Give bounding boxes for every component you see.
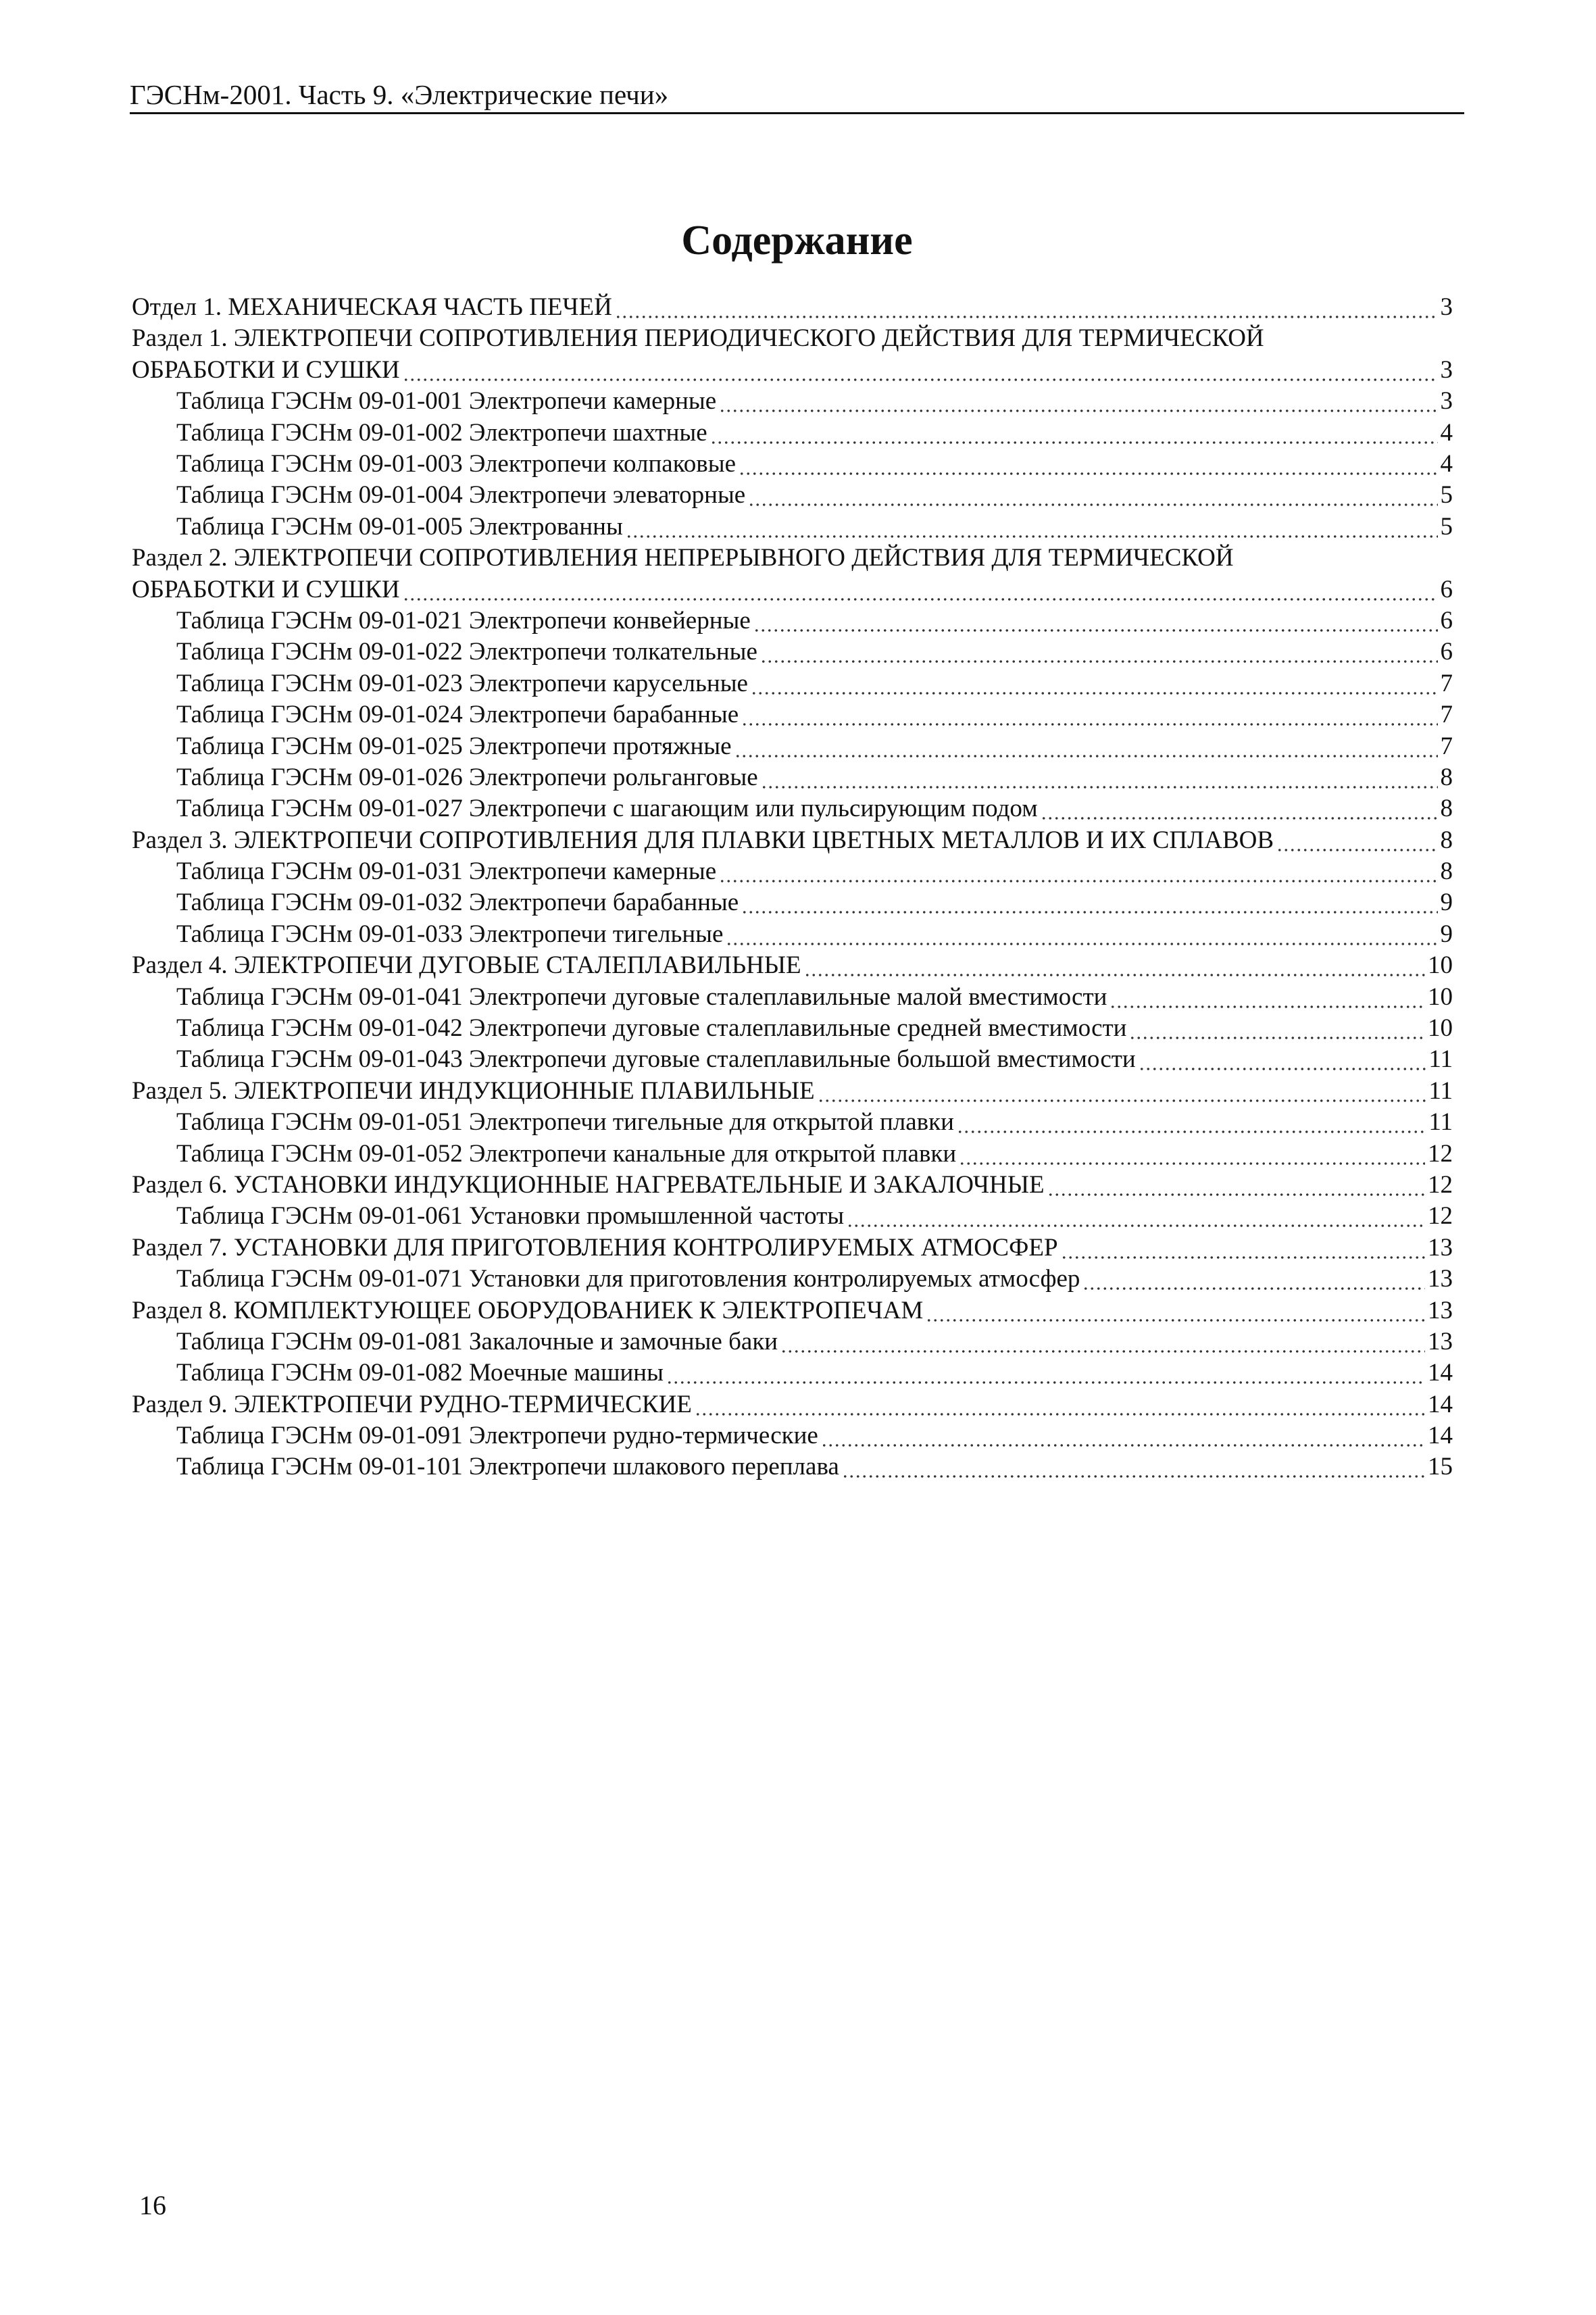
toc-table-entry[interactable] xyxy=(132,1044,1453,1075)
toc-table-entry[interactable] xyxy=(132,731,1453,762)
toc-entry-page: 11 xyxy=(1428,1076,1453,1105)
toc-entry-label: Таблица ГЭСНм 09-01-005 Электрованны xyxy=(176,512,623,541)
toc-entry-label: Таблица ГЭСНм 09-01-026 Электропечи рольганговые xyxy=(176,763,758,791)
toc-entry-label: Таблица ГЭСНм 09-01-052 Электропечи канальные для открытой плавки xyxy=(176,1139,957,1168)
dot-leader xyxy=(1139,1044,1426,1075)
dot-leader xyxy=(818,1076,1426,1107)
toc-table-entry[interactable] xyxy=(132,1451,1453,1483)
toc-table-entry[interactable] xyxy=(132,668,1453,699)
toc-entry-page: 15 xyxy=(1428,1453,1453,1481)
toc-entry-label-continued: ОБРАБОТКИ И СУШКИ xyxy=(132,575,400,603)
toc-entry-continuation xyxy=(132,355,1453,386)
toc-entry-page: 4 xyxy=(1440,449,1453,478)
dot-leader xyxy=(959,1139,1425,1170)
toc-entry-page: 8 xyxy=(1440,763,1453,791)
dot-leader xyxy=(1047,1170,1425,1201)
dot-leader xyxy=(761,762,1438,793)
dot-leader xyxy=(710,418,1438,449)
page-title: Содержание xyxy=(681,218,913,264)
toc-table-entry[interactable] xyxy=(132,1201,1453,1232)
toc-entry-page: 10 xyxy=(1428,1014,1453,1043)
toc-table-entry[interactable] xyxy=(132,982,1453,1013)
toc-entry-label: Таблица ГЭСНм 09-01-082 Моечные машины xyxy=(176,1359,664,1387)
toc-section-entry[interactable] xyxy=(132,292,1453,323)
toc-table-entry[interactable] xyxy=(132,1013,1453,1044)
toc-entry-label: Таблица ГЭСНм 09-01-022 Электропечи толкательные xyxy=(176,638,757,666)
dot-leader xyxy=(741,699,1437,730)
toc-table-entry[interactable] xyxy=(132,480,1453,511)
toc-entry-page: 12 xyxy=(1428,1202,1453,1230)
toc-section-entry[interactable] xyxy=(132,1233,1453,1264)
toc-section-entry[interactable] xyxy=(132,1076,1453,1107)
dot-leader xyxy=(666,1358,1425,1389)
toc-section-entry[interactable] xyxy=(132,950,1453,981)
toc-entry-page: 3 xyxy=(1440,355,1453,384)
toc-entry-label: Таблица ГЭСНм 09-01-031 Электропечи камерные xyxy=(176,857,717,886)
toc-entry-page: 3 xyxy=(1440,293,1453,321)
toc-entry-label: Таблица ГЭСНм 09-01-081 Закалочные и замочные баки xyxy=(176,1327,778,1355)
toc-entry-label: Таблица ГЭСНм 09-01-091 Электропечи рудно-термические xyxy=(176,1422,818,1450)
toc-table-entry[interactable] xyxy=(132,386,1453,417)
dot-leader xyxy=(753,605,1438,637)
toc-entry-label: Таблица ГЭСНм 09-01-071 Установки для приготовления контролируемых атмосфер xyxy=(176,1265,1080,1293)
toc-entry-page: 13 xyxy=(1428,1265,1453,1293)
toc-entry-page: 13 xyxy=(1428,1327,1453,1355)
toc-entry-page: 13 xyxy=(1428,1296,1453,1324)
dot-leader xyxy=(719,386,1437,417)
dot-leader xyxy=(741,887,1437,918)
toc-entry-page: 8 xyxy=(1440,826,1453,854)
toc-section-entry[interactable] xyxy=(132,825,1453,856)
toc-table-entry[interactable] xyxy=(132,512,1453,543)
toc-entry-page: 3 xyxy=(1440,387,1453,416)
toc-table-entry[interactable] xyxy=(132,1420,1453,1451)
table-of-contents xyxy=(132,292,1453,1483)
dot-leader xyxy=(957,1107,1426,1138)
toc-entry-label: Раздел 7. УСТАНОВКИ ДЛЯ ПРИГОТОВЛЕНИЯ КОНТРОЛИРУЕМЫХ АТМОСФЕР xyxy=(132,1233,1058,1262)
dot-leader xyxy=(695,1389,1425,1420)
toc-entry-label: Раздел 9. ЭЛЕКТРОПЕЧИ РУДНО-ТЕРМИЧЕСКИЕ xyxy=(132,1390,692,1418)
toc-table-entry[interactable] xyxy=(132,1358,1453,1389)
toc-entry-label: Таблица ГЭСНм 09-01-033 Электропечи тигельные xyxy=(176,920,724,948)
toc-entry-page: 11 xyxy=(1428,1045,1453,1074)
header-rule xyxy=(130,112,1464,114)
toc-entry-label: Отдел 1. МЕХАНИЧЕСКАЯ ЧАСТЬ ПЕЧЕЙ xyxy=(132,293,612,321)
dot-leader xyxy=(1082,1264,1425,1295)
toc-entry-label: Таблица ГЭСНм 09-01-001 Электропечи камерные xyxy=(176,387,717,416)
toc-table-entry[interactable] xyxy=(132,762,1453,793)
toc-entry-page: 10 xyxy=(1428,982,1453,1011)
toc-entry-page: 8 xyxy=(1440,857,1453,886)
toc-entry-page: 14 xyxy=(1428,1390,1453,1418)
dot-leader xyxy=(1129,1013,1425,1044)
toc-entry-page: 9 xyxy=(1440,920,1453,948)
toc-entry-label: Таблица ГЭСНм 09-01-021 Электропечи конвейерные xyxy=(176,606,751,634)
toc-entry-label: Раздел 6. УСТАНОВКИ ИНДУКЦИОННЫЕ НАГРЕВАТЕЛЬНЫЕ И ЗАКАЛОЧНЫЕ xyxy=(132,1170,1045,1199)
toc-entry-page: 12 xyxy=(1428,1139,1453,1168)
toc-entry-label: Таблица ГЭСНм 09-01-041 Электропечи дуговые сталеплавильные малой вместимости xyxy=(176,982,1107,1011)
dot-leader xyxy=(821,1420,1425,1451)
toc-entry-label: Таблица ГЭСНм 09-01-023 Электропечи карусельные xyxy=(176,669,748,697)
toc-entry-label: Таблица ГЭСНм 09-01-032 Электропечи барабанные xyxy=(176,889,739,917)
toc-table-entry[interactable] xyxy=(132,1107,1453,1138)
dot-leader xyxy=(751,668,1438,699)
toc-table-entry[interactable] xyxy=(132,449,1453,480)
running-header: ГЭСНм-2001. Часть 9. «Электрические печи» xyxy=(130,79,669,110)
dot-leader xyxy=(1276,825,1437,856)
toc-entry-page: 13 xyxy=(1428,1233,1453,1262)
toc-entry-label: Раздел 1. ЭЛЕКТРОПЕЧИ СОПРОТИВЛЕНИЯ ПЕРИОДИЧЕСКОГО ДЕЙСТВИЯ ДЛЯ ТЕРМИЧЕСКОЙ xyxy=(132,324,1264,353)
toc-entry-page: 7 xyxy=(1440,732,1453,760)
toc-entry-page: 14 xyxy=(1428,1422,1453,1450)
toc-entry-page: 6 xyxy=(1440,575,1453,603)
toc-entry-page: 10 xyxy=(1428,951,1453,980)
toc-section-entry[interactable] xyxy=(132,1295,1453,1326)
toc-entry-page: 5 xyxy=(1440,512,1453,541)
toc-entry-continuation xyxy=(132,574,1453,605)
toc-entry-label: Таблица ГЭСНм 09-01-003 Электропечи колпаковые xyxy=(176,449,737,478)
toc-entry-label: Таблица ГЭСНм 09-01-025 Электропечи протяжные xyxy=(176,732,732,760)
toc-entry-label-continued: ОБРАБОТКИ И СУШКИ xyxy=(132,355,400,384)
dot-leader xyxy=(1109,982,1425,1013)
dot-leader xyxy=(1041,793,1438,824)
toc-entry-page: 7 xyxy=(1440,669,1453,697)
toc-section-entry[interactable] xyxy=(132,1389,1453,1420)
toc-table-entry[interactable] xyxy=(132,605,1453,637)
toc-entry-page: 5 xyxy=(1440,481,1453,509)
toc-table-entry[interactable] xyxy=(132,793,1453,824)
toc-entry-label: Раздел 2. ЭЛЕКТРОПЕЧИ СОПРОТИВЛЕНИЯ НЕПРЕРЫВНОГО ДЕЙСТВИЯ ДЛЯ ТЕРМИЧЕСКОЙ xyxy=(132,544,1234,572)
toc-entry-page: 6 xyxy=(1440,638,1453,666)
toc-entry-label: Раздел 3. ЭЛЕКТРОПЕЧИ СОПРОТИВЛЕНИЯ ДЛЯ ПЛАВКИ ЦВЕТНЫХ МЕТАЛЛОВ И ИХ СПЛАВОВ xyxy=(132,826,1274,854)
toc-section-entry[interactable] xyxy=(132,323,1453,386)
toc-table-entry[interactable] xyxy=(132,856,1453,887)
toc-entry-label: Раздел 5. ЭЛЕКТРОПЕЧИ ИНДУКЦИОННЫЕ ПЛАВИЛЬНЫЕ xyxy=(132,1076,815,1105)
dot-leader xyxy=(842,1451,1425,1483)
dot-leader xyxy=(726,919,1437,950)
toc-entry-label: Таблица ГЭСНм 09-01-002 Электропечи шахтные xyxy=(176,418,707,447)
toc-table-entry[interactable] xyxy=(132,1264,1453,1295)
toc-entry-label: Таблица ГЭСНм 09-01-061 Установки промышленной частоты xyxy=(176,1202,845,1230)
dot-leader xyxy=(748,480,1437,511)
toc-entry-page: 9 xyxy=(1440,889,1453,917)
toc-entry-label: Таблица ГЭСНм 09-01-042 Электропечи дуговые сталеплавильные средней вместимости xyxy=(176,1014,1127,1043)
dot-leader xyxy=(615,292,1438,323)
toc-entry-page: 7 xyxy=(1440,701,1453,729)
toc-entry-label: Таблица ГЭСНм 09-01-101 Электропечи шлакового переплава xyxy=(176,1453,839,1481)
toc-entry-page: 4 xyxy=(1440,418,1453,447)
toc-entry-label: Таблица ГЭСНм 09-01-027 Электропечи с шагающим или пульсирующим подом xyxy=(176,795,1038,823)
toc-entry-page: 6 xyxy=(1440,606,1453,634)
dot-leader xyxy=(804,950,1425,981)
toc-table-entry[interactable] xyxy=(132,919,1453,950)
toc-entry-label: Раздел 8. КОМПЛЕКТУЮЩЕЕ ОБОРУДОВАНИЕК К ЭЛЕКТРОПЕЧАМ xyxy=(132,1296,924,1324)
toc-entry-label: Таблица ГЭСНм 09-01-043 Электропечи дуговые сталеплавильные большой вместимости xyxy=(176,1045,1136,1074)
toc-entry-page: 12 xyxy=(1428,1170,1453,1199)
toc-table-entry[interactable] xyxy=(132,1139,1453,1170)
toc-section-entry[interactable] xyxy=(132,1170,1453,1201)
toc-entry-label: Таблица ГЭСНм 09-01-024 Электропечи барабанные xyxy=(176,701,739,729)
page-number: 16 xyxy=(139,2190,166,2220)
toc-table-entry[interactable] xyxy=(132,887,1453,918)
dot-leader xyxy=(719,856,1437,887)
toc-entry-page: 11 xyxy=(1428,1108,1453,1137)
dot-leader xyxy=(626,512,1438,543)
dot-leader xyxy=(739,449,1437,480)
dot-leader xyxy=(926,1295,1425,1326)
toc-section-entry[interactable] xyxy=(132,543,1453,605)
toc-entry-label: Раздел 4. ЭЛЕКТРОПЕЧИ ДУГОВЫЕ СТАЛЕПЛАВИЛЬНЫЕ xyxy=(132,951,801,980)
toc-table-entry[interactable] xyxy=(132,1326,1453,1358)
dot-leader xyxy=(734,731,1438,762)
toc-table-entry[interactable] xyxy=(132,418,1453,449)
toc-entry-label: Таблица ГЭСНм 09-01-051 Электропечи тигельные для открытой плавки xyxy=(176,1108,954,1137)
dot-leader xyxy=(403,355,1438,386)
dot-leader xyxy=(847,1201,1425,1232)
dot-leader xyxy=(1061,1233,1425,1264)
toc-table-entry[interactable] xyxy=(132,637,1453,668)
toc-entry-page: 8 xyxy=(1440,795,1453,823)
dot-leader xyxy=(760,637,1438,668)
toc-entry-label: Таблица ГЭСНм 09-01-004 Электропечи элеваторные xyxy=(176,481,746,509)
toc-entry-page: 14 xyxy=(1428,1359,1453,1387)
toc-table-entry[interactable] xyxy=(132,699,1453,730)
dot-leader xyxy=(403,574,1438,605)
dot-leader xyxy=(780,1326,1425,1358)
